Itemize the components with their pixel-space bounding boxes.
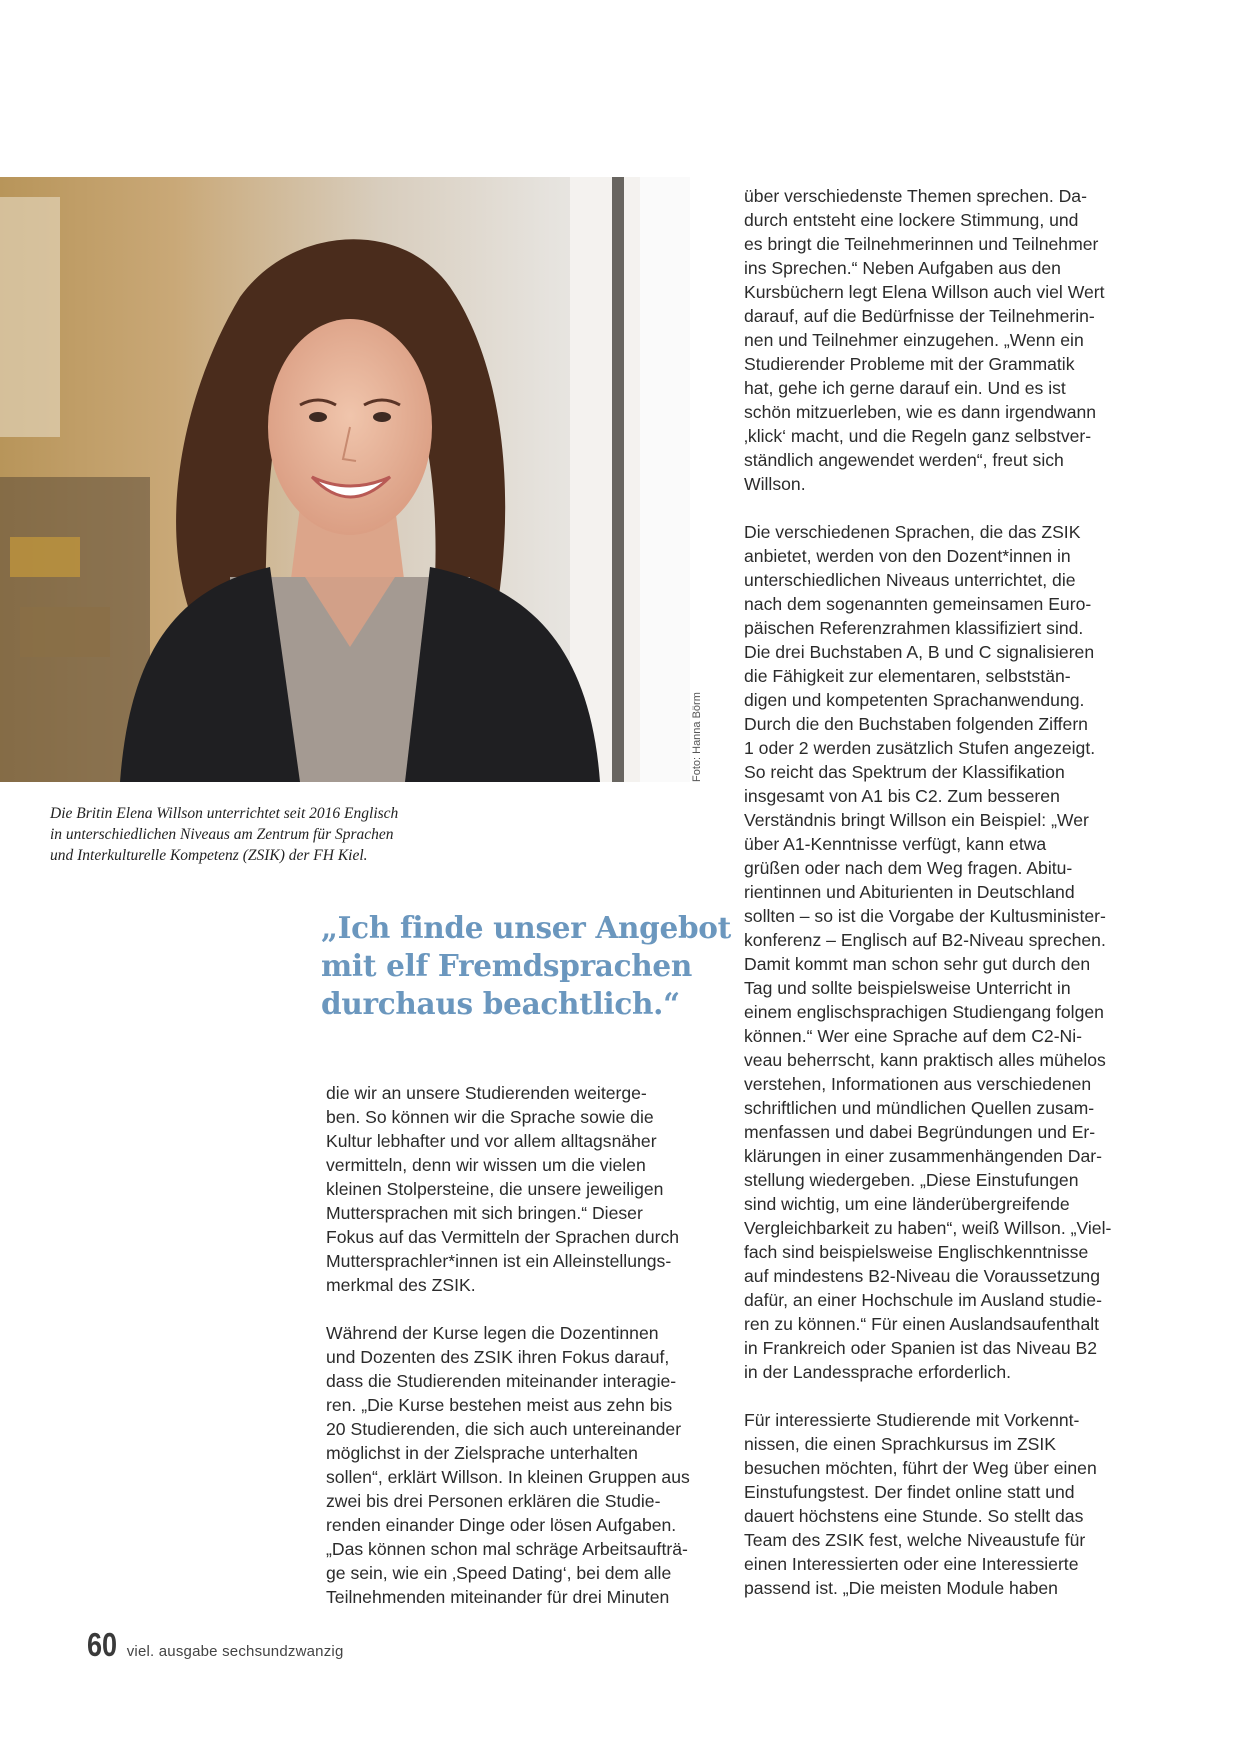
text-line: auf mindestens B2-Niveau die Voraussetzung [744,1266,1100,1286]
paragraph [744,1408,1134,1600]
paragraph [326,1321,711,1609]
text-line: rientinnen und Abiturienten in Deutschland [744,882,1075,902]
text-line: Teilnehmenden miteinander für drei Minuten [326,1587,670,1607]
caption-line: und Interkulturelle Kompetenz (ZSIK) der FH Kiel. [50,847,368,864]
text-line: in Frankreich oder Spanien ist das Niveau B2 [744,1338,1098,1358]
text-line: über A1-Kenntnisse verfügt, kann etwa [744,834,1047,854]
portrait-illustration [0,177,690,782]
text-line: dass die Studierenden miteinander interagie- [326,1371,677,1391]
text-line: vermitteln, denn wir wissen um die vielen [326,1155,646,1175]
text-line: verstehen, Informationen aus verschiedenen [744,1074,1092,1094]
text-line: darauf, auf die Bedürfnisse der Teilnehmerin- [744,306,1095,326]
text-line: menfassen und dabei Begründungen und Er- [744,1122,1096,1142]
text-line: Die drei Buchstaben A, B und C signalisieren [744,642,1095,662]
pull-quote-line: mit elf Fremdsprachen [321,948,693,983]
text-line: Vergleichbarkeit zu haben“, weiß Willson. „Viel- [744,1218,1112,1238]
text-line: und Dozenten des ZSIK ihren Fokus darauf, [326,1347,670,1367]
text-line: Damit kommt man schon sehr gut durch den [744,954,1091,974]
text-line: Muttersprachler*innen ist ein Alleinstellungs- [326,1251,672,1271]
text-line: die wir an unsere Studierenden weiterge- [326,1083,647,1103]
text-line: nach dem sogenannten gemeinsamen Euro- [744,594,1092,614]
text-line: ge sein, wie ein ‚Speed Dating‘, bei dem alle [326,1563,672,1583]
text-line: Kultur lebhafter und vor allem alltagsnäher [326,1131,657,1151]
text-line: Verständnis bringt Willson ein Beispiel: „Wer [744,810,1089,830]
text-line: veau beherrscht, kann praktisch alles mühelos [744,1050,1106,1070]
text-line: möglichst in der Zielsprache unterhalten [326,1443,638,1463]
text-line: ‚klick‘ macht, und die Regeln ganz selbstver- [744,426,1092,446]
pull-quote [321,909,732,1023]
text-line: ständlich angewendet werden“, freut sich [744,450,1064,470]
text-line: können.“ Wer eine Sprache auf dem C2-Ni- [744,1026,1083,1046]
text-line: es bringt die Teilnehmerinnen und Teilnehmer [744,234,1099,254]
text-line: dafür, an einer Hochschule im Ausland studie- [744,1290,1102,1310]
text-line: kleinen Stolpersteine, die unsere jeweiligen [326,1179,664,1199]
page-number: 60 [87,1626,118,1663]
text-line: klärungen in einer zusammenhängenden Dar- [744,1146,1102,1166]
text-line: Kursbüchern legt Elena Willson auch viel Wert [744,282,1105,302]
text-line: So reicht das Spektrum der Klassifikation [744,762,1065,782]
text-line: durch entsteht eine lockere Stimmung, und [744,210,1079,230]
text-line: in der Landessprache erforderlich. [744,1362,1011,1382]
text-line: ben. So können wir die Sprache sowie die [326,1107,654,1127]
text-line: renden einander Dinge oder lösen Aufgaben. [326,1515,677,1535]
text-line: päischen Referenzrahmen klassifiziert sind. [744,618,1084,638]
text-line: Durch die den Buchstaben folgenden Ziffern [744,714,1088,734]
text-line: fach sind beispielsweise Englischkenntnisse [744,1242,1089,1262]
text-line: nissen, die einen Sprachkursus im ZSIK [744,1434,1056,1454]
text-line: grüßen oder nach dem Weg fragen. Abitu- [744,858,1073,878]
text-line: schön mitzuerleben, wie es dann irgendwann [744,402,1097,422]
body-column-middle [326,1081,711,1633]
text-line: dauert höchstens eine Stunde. So stellt das [744,1506,1084,1526]
text-line: schriftlichen und mündlichen Quellen zusam- [744,1098,1095,1118]
text-line: Während der Kurse legen die Dozentinnen [326,1323,659,1343]
text-line: merkmal des ZSIK. [326,1275,476,1295]
text-line: Einstufungstest. Der findet online statt und [744,1482,1075,1502]
text-line: über verschiedenste Themen sprechen. Da- [744,186,1087,206]
caption-line: in unterschiedlichen Niveaus am Zentrum für Sprachen [50,826,394,843]
text-line: 20 Studierenden, die sich auch untereinander [326,1419,682,1439]
text-line: nen und Teilnehmer einzugehen. „Wenn ein [744,330,1084,350]
text-line: ins Sprechen.“ Neben Aufgaben aus den [744,258,1061,278]
text-line: besuchen möchten, führt der Weg über einen [744,1458,1097,1478]
text-line: „Das können schon mal schräge Arbeitsaufträ- [326,1539,688,1559]
text-line: anbietet, werden von den Dozent*innen in [744,546,1071,566]
text-line: ren. „Die Kurse bestehen meist aus zehn bis [326,1395,673,1415]
text-line: Willson. [744,474,806,494]
text-line: zwei bis drei Personen erklären die Studie- [326,1491,661,1511]
text-line: ren zu können.“ Für einen Auslandsaufenthalt [744,1314,1100,1334]
text-line: passend ist. „Die meisten Module haben [744,1578,1058,1598]
text-line: sind wichtig, um eine länderübergreifende [744,1194,1070,1214]
paragraph [744,184,1134,496]
text-line: sollten – so ist die Vorgabe der Kultusminister- [744,906,1106,926]
text-line: 1 oder 2 werden zusätzlich Stufen angezeigt. [744,738,1096,758]
photo-caption [50,803,430,866]
body-column-right [744,184,1134,1624]
text-line: stellung wiedergeben. „Diese Einstufungen [744,1170,1079,1190]
pull-quote-line: „Ich finde unser Angebot [321,910,732,945]
text-line: sollen“, erklärt Willson. In kleinen Gruppen aus [326,1467,690,1487]
portrait-photo [0,177,690,782]
text-line: Tag und sollte beispielsweise Unterricht in [744,978,1071,998]
text-line: insgesamt von A1 bis C2. Zum besseren [744,786,1060,806]
paragraph [744,520,1134,1384]
pull-quote-line: durchaus beachtlich.“ [321,986,680,1021]
text-line: unterschiedlichen Niveaus unterrichtet, die [744,570,1076,590]
text-line: Die verschiedenen Sprachen, die das ZSIK [744,522,1081,542]
text-line: Team des ZSIK fest, welche Niveaustufe für [744,1530,1086,1550]
page-footer [87,1626,344,1666]
photo-credit: Foto: Hanna Börm [691,692,703,782]
text-line: Studierender Probleme mit der Grammatik [744,354,1075,374]
text-line: hat, gehe ich gerne darauf ein. Und es ist [744,378,1066,398]
magazine-title: viel. ausgabe sechsundzwanzig [126,1643,344,1660]
text-line: konferenz – Englisch auf B2-Niveau sprechen. [744,930,1106,950]
text-line: Fokus auf das Vermitteln der Sprachen durch [326,1227,680,1247]
text-line: einem englischsprachigen Studiengang folgen [744,1002,1104,1022]
text-line: einen Interessierten oder eine Interessierte [744,1554,1079,1574]
caption-line: Die Britin Elena Willson unterrichtet seit 2016 Englisch [50,805,399,822]
text-line: digen und kompetenten Sprachanwendung. [744,690,1085,710]
text-line: die Fähigkeit zur elementaren, selbststän- [744,666,1071,686]
paragraph [326,1081,711,1297]
text-line: Für interessierte Studierende mit Vorkennt- [744,1410,1080,1430]
text-line: Muttersprachen mit sich bringen.“ Dieser [326,1203,643,1223]
